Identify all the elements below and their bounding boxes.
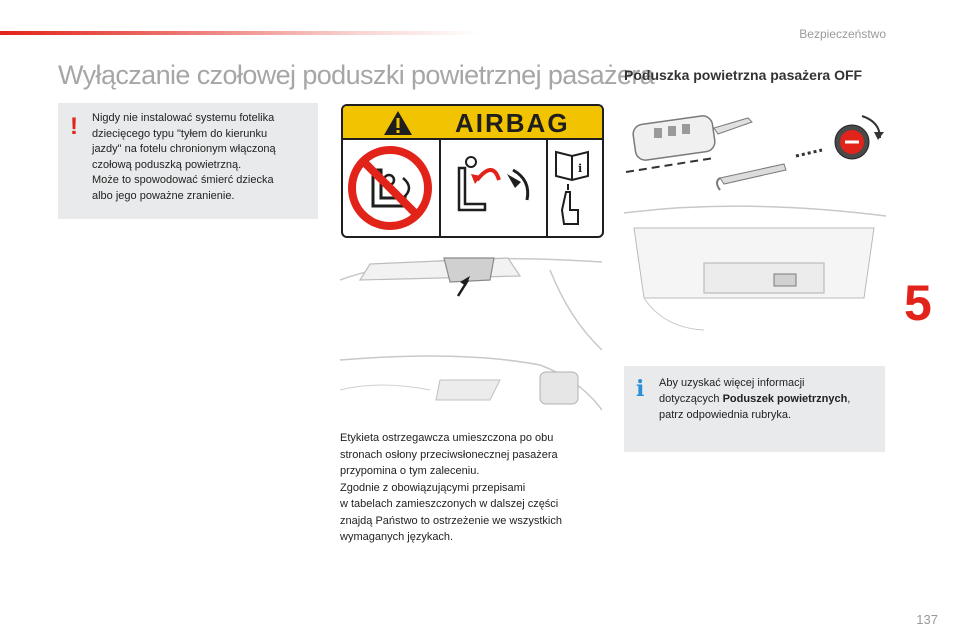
chapter-number: 5 (904, 275, 932, 331)
sun-visor-illustration (340, 240, 602, 420)
airbag-warning-label (341, 104, 604, 238)
info-line: patrz odpowiednia rubryka. (659, 409, 792, 421)
manual-read-icon (548, 140, 600, 236)
page-number: 137 (916, 612, 938, 627)
airbag-word: AIRBAG (455, 108, 570, 138)
info-box (624, 366, 885, 452)
warning-line: Nigdy nie instalować systemu fotelika (92, 112, 275, 124)
section-subtitle: Poduszka powietrzna pasażera OFF (624, 67, 863, 83)
info-icon: i (636, 376, 645, 402)
info-link-text: Poduszek powietrznych (722, 393, 848, 405)
exclamation-icon: ! (70, 113, 78, 140)
caption-line: wymaganych językach. (340, 531, 454, 543)
airbag-label-header (343, 106, 602, 140)
airbag-switch-illustration (624, 98, 886, 333)
warning-line: albo jego poważne zranienie. (92, 189, 235, 202)
warning-box (58, 103, 318, 219)
info-line-2 (659, 391, 879, 407)
warning-line: czołową poduszką powietrzną. (92, 158, 242, 171)
svg-text:i: i (578, 162, 583, 175)
caption-line: znajdą Państwo to ostrzeżenie we wszystkich (340, 514, 562, 527)
page-title: Wyłączanie czołowej poduszki powietrznej pasażera (58, 60, 655, 90)
info-line: Aby uzyskać więcej informacji (659, 377, 805, 389)
no-rear-facing-seat-icon (343, 140, 437, 236)
section-label: Bezpieczeństwo (799, 27, 886, 41)
caption-line: stronach osłony przeciwsłonecznej pasażera (340, 448, 558, 461)
caption-line: Zgodnie z obowiązującymi przepisami (340, 481, 526, 494)
info-text (659, 375, 879, 423)
warning-line: Może to spowodować śmierć dziecka (92, 174, 274, 186)
airbag-label-body (343, 140, 602, 236)
info-line-prefix: dotyczących (659, 393, 723, 405)
caption-text (340, 430, 602, 546)
seat-airbag-deploy-icon (441, 140, 546, 236)
info-line-suffix: , (847, 393, 851, 405)
top-accent-bar (0, 31, 480, 35)
warning-text (92, 111, 314, 204)
warning-line: dziecięcego typu "tyłem do kierunku (92, 127, 268, 140)
caption-line: przypomina o tym zaleceniu. (340, 465, 480, 477)
warning-line: jazdy" na fotelu chronionym włączoną (92, 143, 276, 155)
caption-line: Etykieta ostrzegawcza umieszczona po obu (340, 432, 554, 444)
caption-line: w tabelach zamieszczonych w dalszej części (340, 498, 559, 510)
warning-triangle-icon (383, 110, 413, 136)
